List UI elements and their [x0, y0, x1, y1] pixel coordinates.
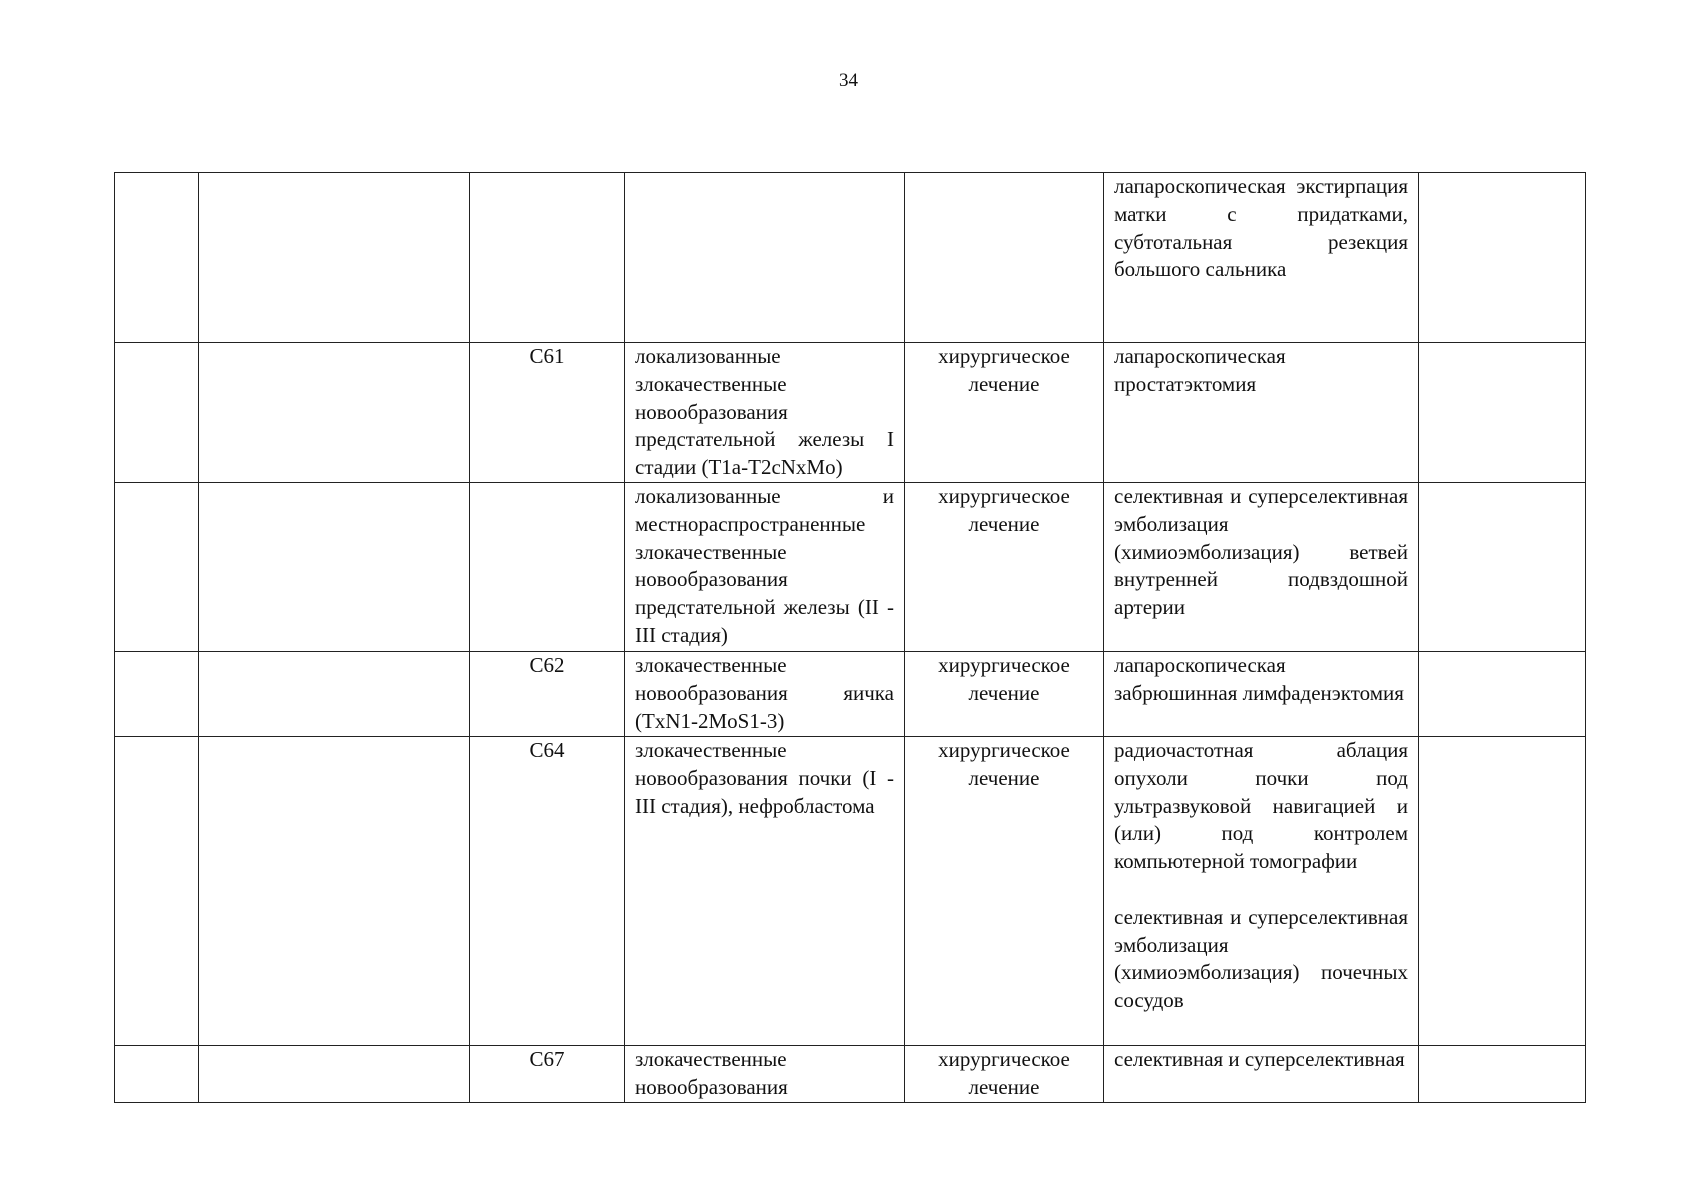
cell-code: C64 [470, 737, 625, 1046]
cell-method: хирургическое лечение [905, 1046, 1104, 1103]
cell-number [115, 1046, 199, 1103]
cell-procedure [1104, 652, 1419, 737]
cell-norm [1419, 343, 1586, 483]
procedure-text: селективная и суперселективная [1114, 1047, 1405, 1071]
cell-method: хирургическое лечение [905, 737, 1104, 1046]
cell-method: хирургическое лечение [905, 343, 1104, 483]
cell-code [470, 173, 625, 343]
cell-diagnosis: злокачественные новообразования яичка (TxN1-2MoS1-3) [625, 652, 905, 737]
cell-method: хирургическое лечение [905, 483, 1104, 652]
cell-procedure [1104, 173, 1419, 343]
cell-number [115, 173, 199, 343]
cell-norm [1419, 652, 1586, 737]
procedure-text: селективная и суперселективная эмболизация (химиоэмболизация) ветвей внутренней подвздошной артерии [1114, 484, 1408, 620]
cell-code: C61 [470, 343, 625, 483]
cell-number [115, 737, 199, 1046]
cell-norm [1419, 737, 1586, 1046]
cell-number [115, 652, 199, 737]
cell-procedure [1104, 483, 1419, 652]
cell-diagnosis: локализованные злокачественные новообразования предстательной железы I стадии (T1a-T2cNxMo) [625, 343, 905, 483]
table-row [115, 173, 1586, 343]
cell-norm [1419, 1046, 1586, 1103]
cell-code: C62 [470, 652, 625, 737]
treatment-table [114, 172, 1586, 1103]
procedure-text: радиочастотная аблация опухоли почки под ультразвуковой навигацией и (или) под контролем компьютерной томографии [1114, 738, 1408, 874]
cell-profile [199, 652, 470, 737]
cell-procedure [1104, 737, 1419, 1046]
cell-profile [199, 343, 470, 483]
cell-diagnosis [625, 173, 905, 343]
procedure-text: лапароскопическая простатэктомия [1114, 344, 1286, 396]
cell-profile [199, 1046, 470, 1103]
cell-method [905, 173, 1104, 343]
cell-code: C67 [470, 1046, 625, 1103]
cell-profile [199, 483, 470, 652]
cell-number [115, 343, 199, 483]
cell-norm [1419, 173, 1586, 343]
page-number: 34 [839, 70, 858, 91]
table-row [115, 483, 1586, 652]
cell-diagnosis: злокачественные новообразования [625, 1046, 905, 1103]
cell-procedure [1104, 343, 1419, 483]
cell-diagnosis: локализованные и местнораспространенные злокачественные новообразования предстательной железы (II - III стадия) [625, 483, 905, 652]
cell-code [470, 483, 625, 652]
cell-profile [199, 737, 470, 1046]
table-row [115, 737, 1586, 1046]
procedure-text: селективная и суперселективная эмболизация (химиоэмболизация) почечных сосудов [1114, 904, 1408, 1013]
cell-diagnosis: злокачественные новообразования почки (I - III стадия), нефробластома [625, 737, 905, 1046]
cell-procedure [1104, 1046, 1419, 1103]
table-row [115, 1046, 1586, 1103]
cell-norm [1419, 483, 1586, 652]
cell-method: хирургическое лечение [905, 652, 1104, 737]
table-row [115, 343, 1586, 483]
procedure-text: лапароскопическая экстирпация матки с придатками, субтотальная резекция большого сальника [1114, 174, 1408, 282]
cell-profile [199, 173, 470, 343]
procedure-text: лапароскопическая забрюшинная лимфаденэктомия [1114, 653, 1404, 705]
cell-number [115, 483, 199, 652]
table-row [115, 652, 1586, 737]
